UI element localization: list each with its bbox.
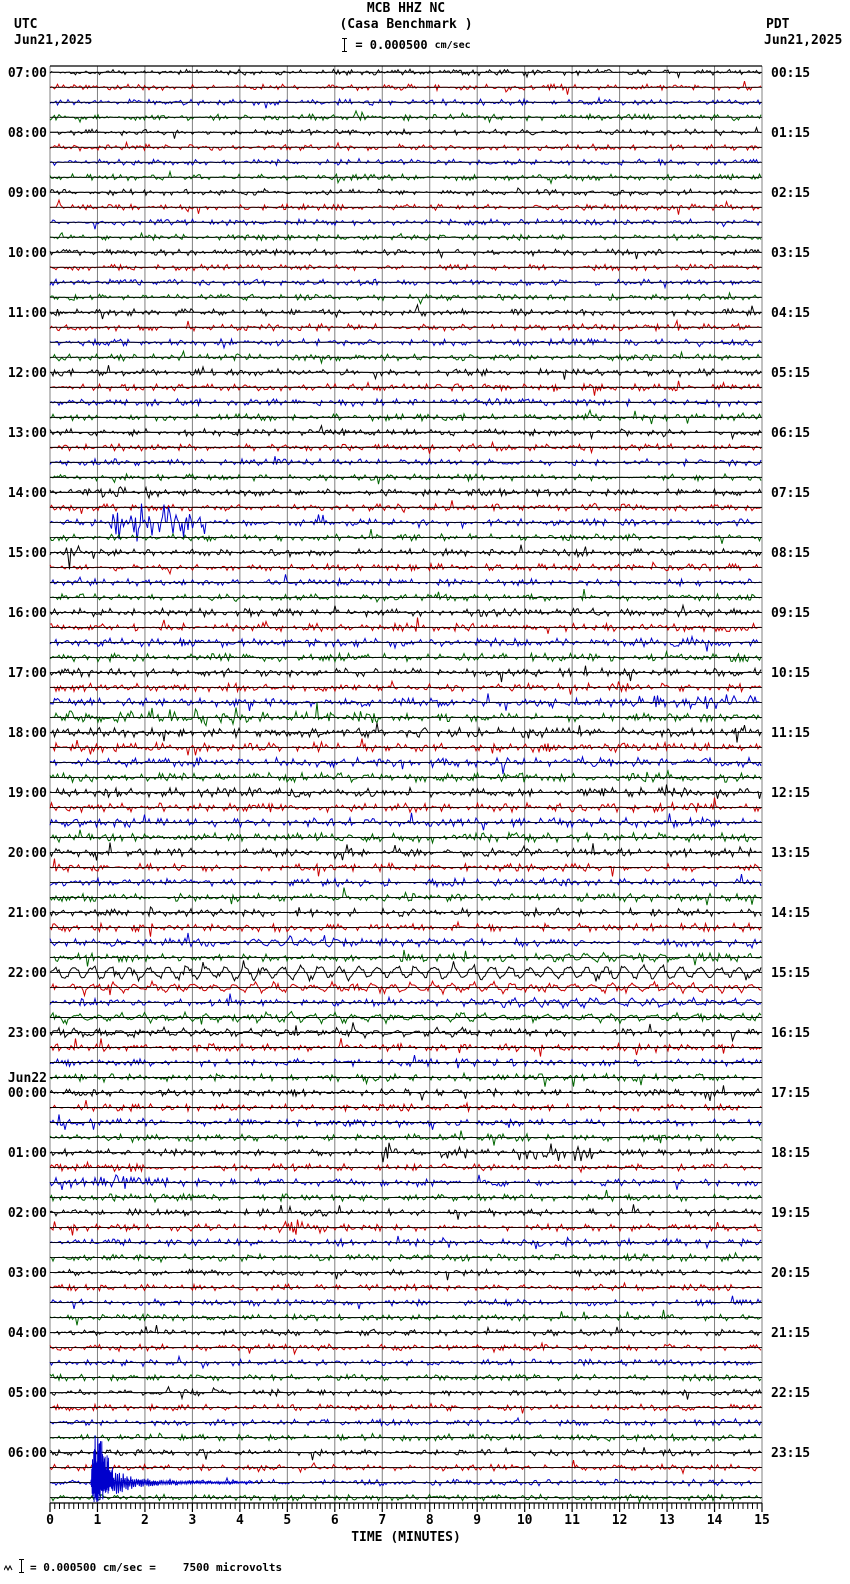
svg-text:20:00: 20:00 (7, 845, 47, 861)
x-axis-title: TIME (MINUTES) (351, 1530, 461, 1545)
svg-text:10: 10 (516, 1513, 533, 1528)
station-subtitle: (Casa Benchmark ) (339, 17, 473, 32)
svg-text:03:00: 03:00 (7, 1266, 47, 1282)
svg-text:07:00: 07:00 (7, 65, 47, 81)
svg-text:00:00: 00:00 (7, 1086, 47, 1102)
svg-text:3: 3 (188, 1513, 197, 1528)
svg-text:21:00: 21:00 (7, 905, 47, 921)
svg-text:09:00: 09:00 (7, 185, 47, 201)
svg-text:18:15: 18:15 (771, 1146, 811, 1162)
svg-text:23:15: 23:15 (771, 1446, 811, 1462)
svg-text:22:00: 22:00 (7, 965, 47, 981)
wiggle-icon (4, 1564, 13, 1572)
svg-text:11: 11 (564, 1513, 580, 1528)
svg-text:14:15: 14:15 (771, 905, 811, 921)
svg-text:16:15: 16:15 (771, 1025, 811, 1041)
svg-text:21:15: 21:15 (771, 1326, 811, 1342)
footer-volts-text: 7500 microvolts (182, 1561, 283, 1574)
svg-text:4: 4 (235, 1513, 244, 1528)
svg-text:13: 13 (659, 1513, 675, 1528)
svg-text:5: 5 (283, 1513, 292, 1528)
svg-text:8: 8 (425, 1513, 434, 1528)
svg-text:12:00: 12:00 (7, 365, 47, 381)
svg-text:9: 9 (473, 1513, 482, 1528)
footer-scale-text: = 0.000500 cm/sec = (30, 1561, 156, 1574)
svg-text:07:15: 07:15 (771, 485, 811, 501)
svg-text:1: 1 (93, 1513, 102, 1528)
svg-text:20:15: 20:15 (771, 1266, 811, 1282)
svg-text:06:15: 06:15 (771, 425, 811, 441)
svg-text:6: 6 (330, 1513, 339, 1528)
footer-scale-note (4, 1558, 282, 1574)
svg-text:12: 12 (611, 1513, 628, 1528)
left-date-label: Jun21,2025 (14, 33, 93, 48)
svg-text:15:00: 15:00 (7, 545, 47, 561)
svg-text:05:15: 05:15 (771, 365, 811, 381)
svg-text:19:15: 19:15 (771, 1206, 811, 1222)
svg-text:01:15: 01:15 (771, 125, 811, 141)
svg-text:17:00: 17:00 (7, 665, 47, 681)
left-timezone-label: UTC (14, 17, 38, 32)
svg-text:13:00: 13:00 (7, 425, 47, 441)
scale-units: cm/sec (434, 39, 471, 51)
svg-text:11:00: 11:00 (7, 305, 47, 321)
svg-text:7: 7 (378, 1513, 387, 1528)
svg-text:18:00: 18:00 (7, 725, 47, 741)
svg-text:22:15: 22:15 (771, 1386, 811, 1402)
right-timezone-label: PDT (766, 17, 790, 32)
svg-text:11:15: 11:15 (771, 725, 811, 741)
svg-text:14: 14 (706, 1513, 723, 1528)
svg-text:14:00: 14:00 (7, 485, 47, 501)
svg-text:16:00: 16:00 (7, 605, 47, 621)
svg-text:12:15: 12:15 (771, 785, 811, 801)
svg-text:10:15: 10:15 (771, 665, 811, 681)
svg-text:Jun22: Jun22 (7, 1071, 47, 1087)
svg-text:05:00: 05:00 (7, 1386, 47, 1402)
svg-text:19:00: 19:00 (7, 785, 47, 801)
svg-text:0: 0 (46, 1513, 54, 1528)
svg-text:17:15: 17:15 (771, 1086, 811, 1102)
svg-text:15: 15 (754, 1513, 770, 1528)
scale-bar-icon (18, 1558, 25, 1574)
svg-text:03:15: 03:15 (771, 245, 811, 261)
station-title: MCB HHZ NC (366, 1, 446, 16)
svg-text:08:00: 08:00 (7, 125, 47, 141)
svg-text:08:15: 08:15 (771, 545, 811, 561)
svg-text:04:15: 04:15 (771, 305, 811, 321)
svg-text:02:00: 02:00 (7, 1206, 47, 1222)
right-date-label: Jun21,2025 (764, 33, 843, 48)
svg-text:10:00: 10:00 (7, 245, 47, 261)
svg-text:13:15: 13:15 (771, 845, 811, 861)
svg-text:15:15: 15:15 (771, 965, 811, 981)
svg-text:01:00: 01:00 (7, 1146, 47, 1162)
svg-text:00:15: 00:15 (771, 65, 811, 81)
scale-value: = 0.000500 (355, 37, 428, 52)
svg-text:2: 2 (141, 1513, 149, 1528)
svg-text:04:00: 04:00 (7, 1326, 47, 1342)
svg-text:02:15: 02:15 (771, 185, 811, 201)
svg-text:06:00: 06:00 (7, 1446, 47, 1462)
svg-text:09:15: 09:15 (771, 605, 811, 621)
svg-text:23:00: 23:00 (7, 1025, 47, 1041)
